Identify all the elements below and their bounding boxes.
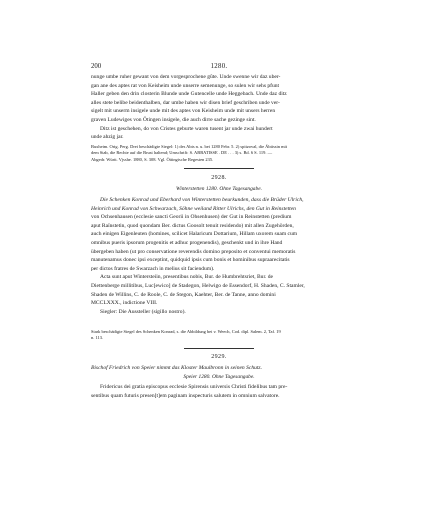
running-header — [91, 62, 347, 71]
summary-line: per dictos fratres de Swarzach in melius sit faciendum). — [91, 265, 215, 272]
siegler-line: Siegler: Die Aussteller (sigillo nostro). — [100, 308, 186, 315]
text-line: gan ane des aptes rat von Keisheim unde unserre semenunge, so sulen wir sehs pfunt — [91, 82, 280, 89]
acta-line: Diettenberge millitibus, Luc[ewico] de Stadegon, Helwigo de Essendorf, H. Shaden, C. Stamler, — [91, 282, 305, 289]
document-2928-summary — [91, 196, 347, 316]
note-line: n. 113. — [91, 335, 104, 341]
note-line: Buxheim. Orig. Perg. Drei beschädigte Siegel: 1) des Abts n. u. bei 1280 Febr. 5. 2) spitzoval, die Äbtissin mit — [91, 144, 288, 149]
section-divider — [184, 168, 254, 169]
acta-line: Shaden de Willins, C. de Roole, C. de Stegon, Kaehter, Ber. de Tanne, anno domini — [91, 291, 276, 298]
document-2929-heading: Speier 1280. Ohne Tagesangabe. — [183, 374, 255, 380]
summary-line: omnibus pueris ipsorum progenitis et adhuc progenendis), geschenkt und in ihre Hand — [91, 239, 283, 246]
running-year: 1280. — [210, 63, 228, 70]
note-line: Abgedr. Württ. Vjsshe. 1880, S. 308. Vgl. Öttingische Regesten 235. — [91, 156, 214, 162]
note-line: Stark beschädigte Siegel des Schenken Konrad, s. die Abbildung bei v. Weech, Cod. dipl. Salem. 2, Taf. 19 — [91, 329, 281, 334]
summary-line: Die Schenken Konrad und Eberhard von Winterstetten beurkunden, dass die Brüder Ulrich, — [100, 197, 304, 203]
acta-line: Acta sunt aput Wintersteiin, presentibus nobis, Bur. de Humbrehtsriet, Bur. de — [100, 274, 273, 281]
document-2928-note — [91, 329, 347, 342]
text-line: graven Ludewiges von Ötingen insigele, die auch dirre sache gezinge sint. — [91, 116, 256, 123]
text-line: Fridericus dei gratia episcopus ecclesie Spirensis universis Christi fidelibus tam pre- — [100, 384, 288, 390]
note-line: dem Stab, die Rechte auf die Brust haltend; Umschrift: S. ABBATISSE . DE . . . 3) s. Bd. 6 S. 119. — — [91, 150, 273, 156]
summary-line: manutenamus donec ipsi exceptint, quidquid ipsis cum bonis et hominibus supraarecitatis — [91, 257, 290, 264]
text-line: sigelt mit unserm insigele unde mit des aptes von Keisheim unde mit unsers herren — [91, 108, 276, 115]
summary-line: übergeben haben (ut pro conservatione reverendis domino preposito et conventui memoratis — [91, 248, 296, 255]
summary-line: Heinrich und Konrad von Schwarzach, Söhne weiland Ritter Ulrichs, den Gut in Reinstetten — [91, 205, 296, 212]
document-number-2929: 2929. — [211, 354, 227, 360]
closing-line: Ditz ist geschehen, do von Cristes geburte waren tusent jar unde zwai hundert — [100, 125, 273, 132]
summary-line: von Ochsenhausen (ecclesie sancti Georii in Ohsenhusen) der Gut in Reinstetten (predium — [91, 214, 292, 221]
closing-line: unde ahzig jar. — [91, 134, 124, 141]
document-2929-text — [91, 383, 347, 400]
summary-line: aput Raïnstetin, quod quondam Ber. dictus Goosolt tenuit residendo) mit allen Zugehörden, — [91, 222, 294, 229]
previous-document-note — [91, 144, 347, 163]
summary-line: Bischof Friedrich von Speier nimmt das Kloster Maulbronn in seinen Schutz. — [91, 365, 262, 371]
section-divider — [184, 348, 254, 349]
text-line: Haller geben den drin closterin Blunde unde Gutencelle unde Heggebach. Unde daz ditz — [91, 91, 287, 98]
document-2928-heading: Winterstetten 1280. Ohne Tagesangabe. — [176, 186, 262, 192]
acta-line: MCCLXXX., indictione VIII. — [91, 300, 158, 307]
summary-line: auch einigen Eigenleuten (homines, scilicet Halaricum Dottarium, Hillam uxorem suam cum — [91, 231, 298, 238]
previous-document-text — [91, 73, 347, 142]
document-2929-summary — [91, 364, 347, 373]
document-number-2928: 2928. — [211, 175, 227, 181]
text-line: alles stete belibe beidenthalben, dar umbe haben wir disen brief geschriben unde ver- — [91, 99, 280, 106]
page-number: 200 — [91, 63, 102, 70]
text-line: sentibus quam futuris presen[t]em paginam inspecturis salutem in omnium salvatore. — [91, 392, 280, 399]
text-line: nunge umbe ruher gewant von dem vorgesprochene gûte. Unde swenne wir daz uber- — [91, 74, 281, 80]
